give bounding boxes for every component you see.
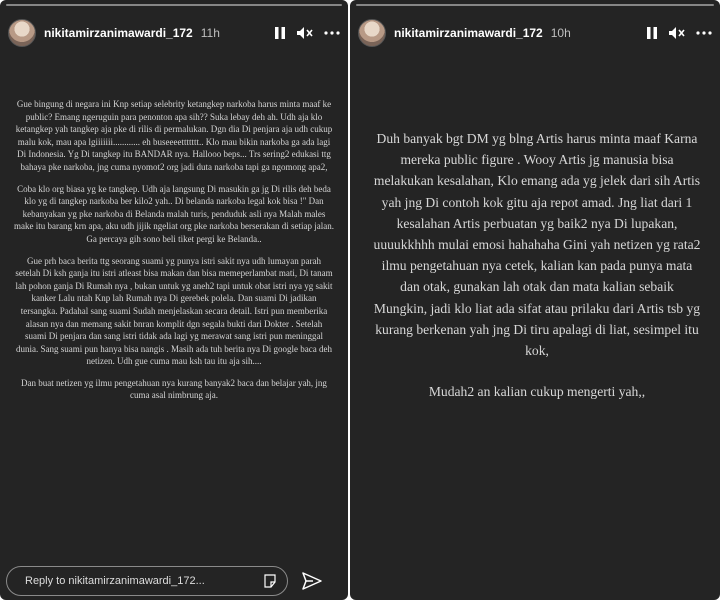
send-icon[interactable] [301,570,323,592]
story-text-left [14,98,334,411]
more-horizontal-icon[interactable] [324,31,340,35]
pause-icon[interactable] [646,26,658,40]
more-horizontal-icon[interactable] [696,31,712,35]
avatar[interactable] [358,19,386,47]
story-paragraph: Gue bingung di negara ini Knp setiap selebrity ketangkep narkoba harus minta maaf ke public? Emang ngeruguin para penonton apa sih?? Suka lebay deh ah. Udh aja klo ketangkep yah tangkep aja pke di rilis di permalukan. Dgn dia Di penjara aja udh cukup malu kok, mau apa lgiiiiiii............ eh buseeeettttttt.. Klo mau bikin narkoba ga ada lagi Di Indonesia. Yg Di tangkep itu BANDAR nya. Hallooo beps... Trs sering2 edukasi ttg bahaya pke narkoba, jng cuma nyomot2 org jadi duta narkoba tapi ga ngomong apa2, [15,99,333,172]
story-timestamp: 10h [550,26,571,40]
story-text-right [372,128,702,422]
story-paragraph: Gue prh baca berita ttg seorang suami yg punya istri sakit nya udh lumayan parah setelah Di ksh ganja itu istri atleast bisa makan dan bisa memeperlambat mati, Di tanam lah pohon ganja Di Rumah nya , bukan untuk yg aneh2 tapi untuk obat istri nya yg sakit kanker Lalu ntah Knp lah Rumah nya Di gerebek polela. Dan suami Di jadikan tersangka. Padahal sang suami Sudah menjelaskan secara detail. Istri pun memberika alasan nya dan memang sakit bnran komplit dgn segala bukti dari Dokter . Setelah suami Di penjara dan sang istri tidak ada lagi yg merawat sang istri pun meninggal dunia. Sang suami pun hanya bisa nangis . Masih ada tuh berita nya Di google baca deh netizen. Udh gue cuma mau ksh tau itu aja sih.... [15,255,333,367]
story-controls [646,26,712,40]
story-progress-bar [356,4,714,6]
story-paragraph: Dan buat netizen yg ilmu pengetahuan nya kurang banyak2 baca dan belajar yah, jng cuma asal nimbrung aja. [21,377,327,401]
story-username[interactable]: nikitamirzanimawardi_172 [394,26,543,40]
story-progress-bar [6,4,342,6]
story-controls [274,26,340,40]
reply-bar [6,566,288,596]
story-paragraph: Mudah2 an kalian cukup mengerti yah,, [428,384,646,400]
avatar[interactable] [8,19,36,47]
story-panel-left [0,0,348,600]
story-header [358,18,712,48]
story-username[interactable]: nikitamirzanimawardi_172 [44,26,193,40]
pause-icon[interactable] [274,26,286,40]
story-header [8,18,340,48]
speaker-muted-icon[interactable] [296,26,314,40]
story-paragraph: Duh banyak bgt DM yg blng Artis harus minta maaf Karna mereka public figure . Wooy Artis jg manusia bisa melakukan kesalahan, Klo emang ada yg jelek dari sih Artis yah jng Di contoh kok gitu aja repot amad. Jng liat dari 1 kesalahan Artis perbuatan yg baik2 nya Di lupakan, uuuukkhhh mulai emosi hahahaha Gini yah netizen yg rata2 ilmu pengetahuan nya cetek, kalian kan pada punya mata dan otak, gunakan lah otak dan mata kalian sebaik Mungkin, jadi klo liat ada sifat atau prilaku dari Artis tsb yg kurang berkenan yah jng Di tiru apalagi di liat, sesimpel itu kok, [373,131,701,359]
reply-input[interactable] [23,574,263,588]
story-timestamp: 11h [200,26,220,40]
sticker-icon[interactable] [263,574,277,588]
speaker-muted-icon[interactable] [668,26,686,40]
story-panel-right [350,0,720,600]
story-paragraph: Coba klo org biasa yg ke tangkep. Udh aja langsung Di masukin ga jg Di rilis deh beda klo yg di tangkep narkoba ber kilo2 yah.. Di belanda narkoba legal kok bisa !" Dan kebanyakan yg pke narkoba di Belanda malah turis, penduduk asli nya Malah males make itu barang krn apa, aku udh jijik ngeliat org pke narkoba berserakan di setiap jalan. Ga percaya gih sono beli tiket pergi ke Belanda.. [14,183,334,244]
